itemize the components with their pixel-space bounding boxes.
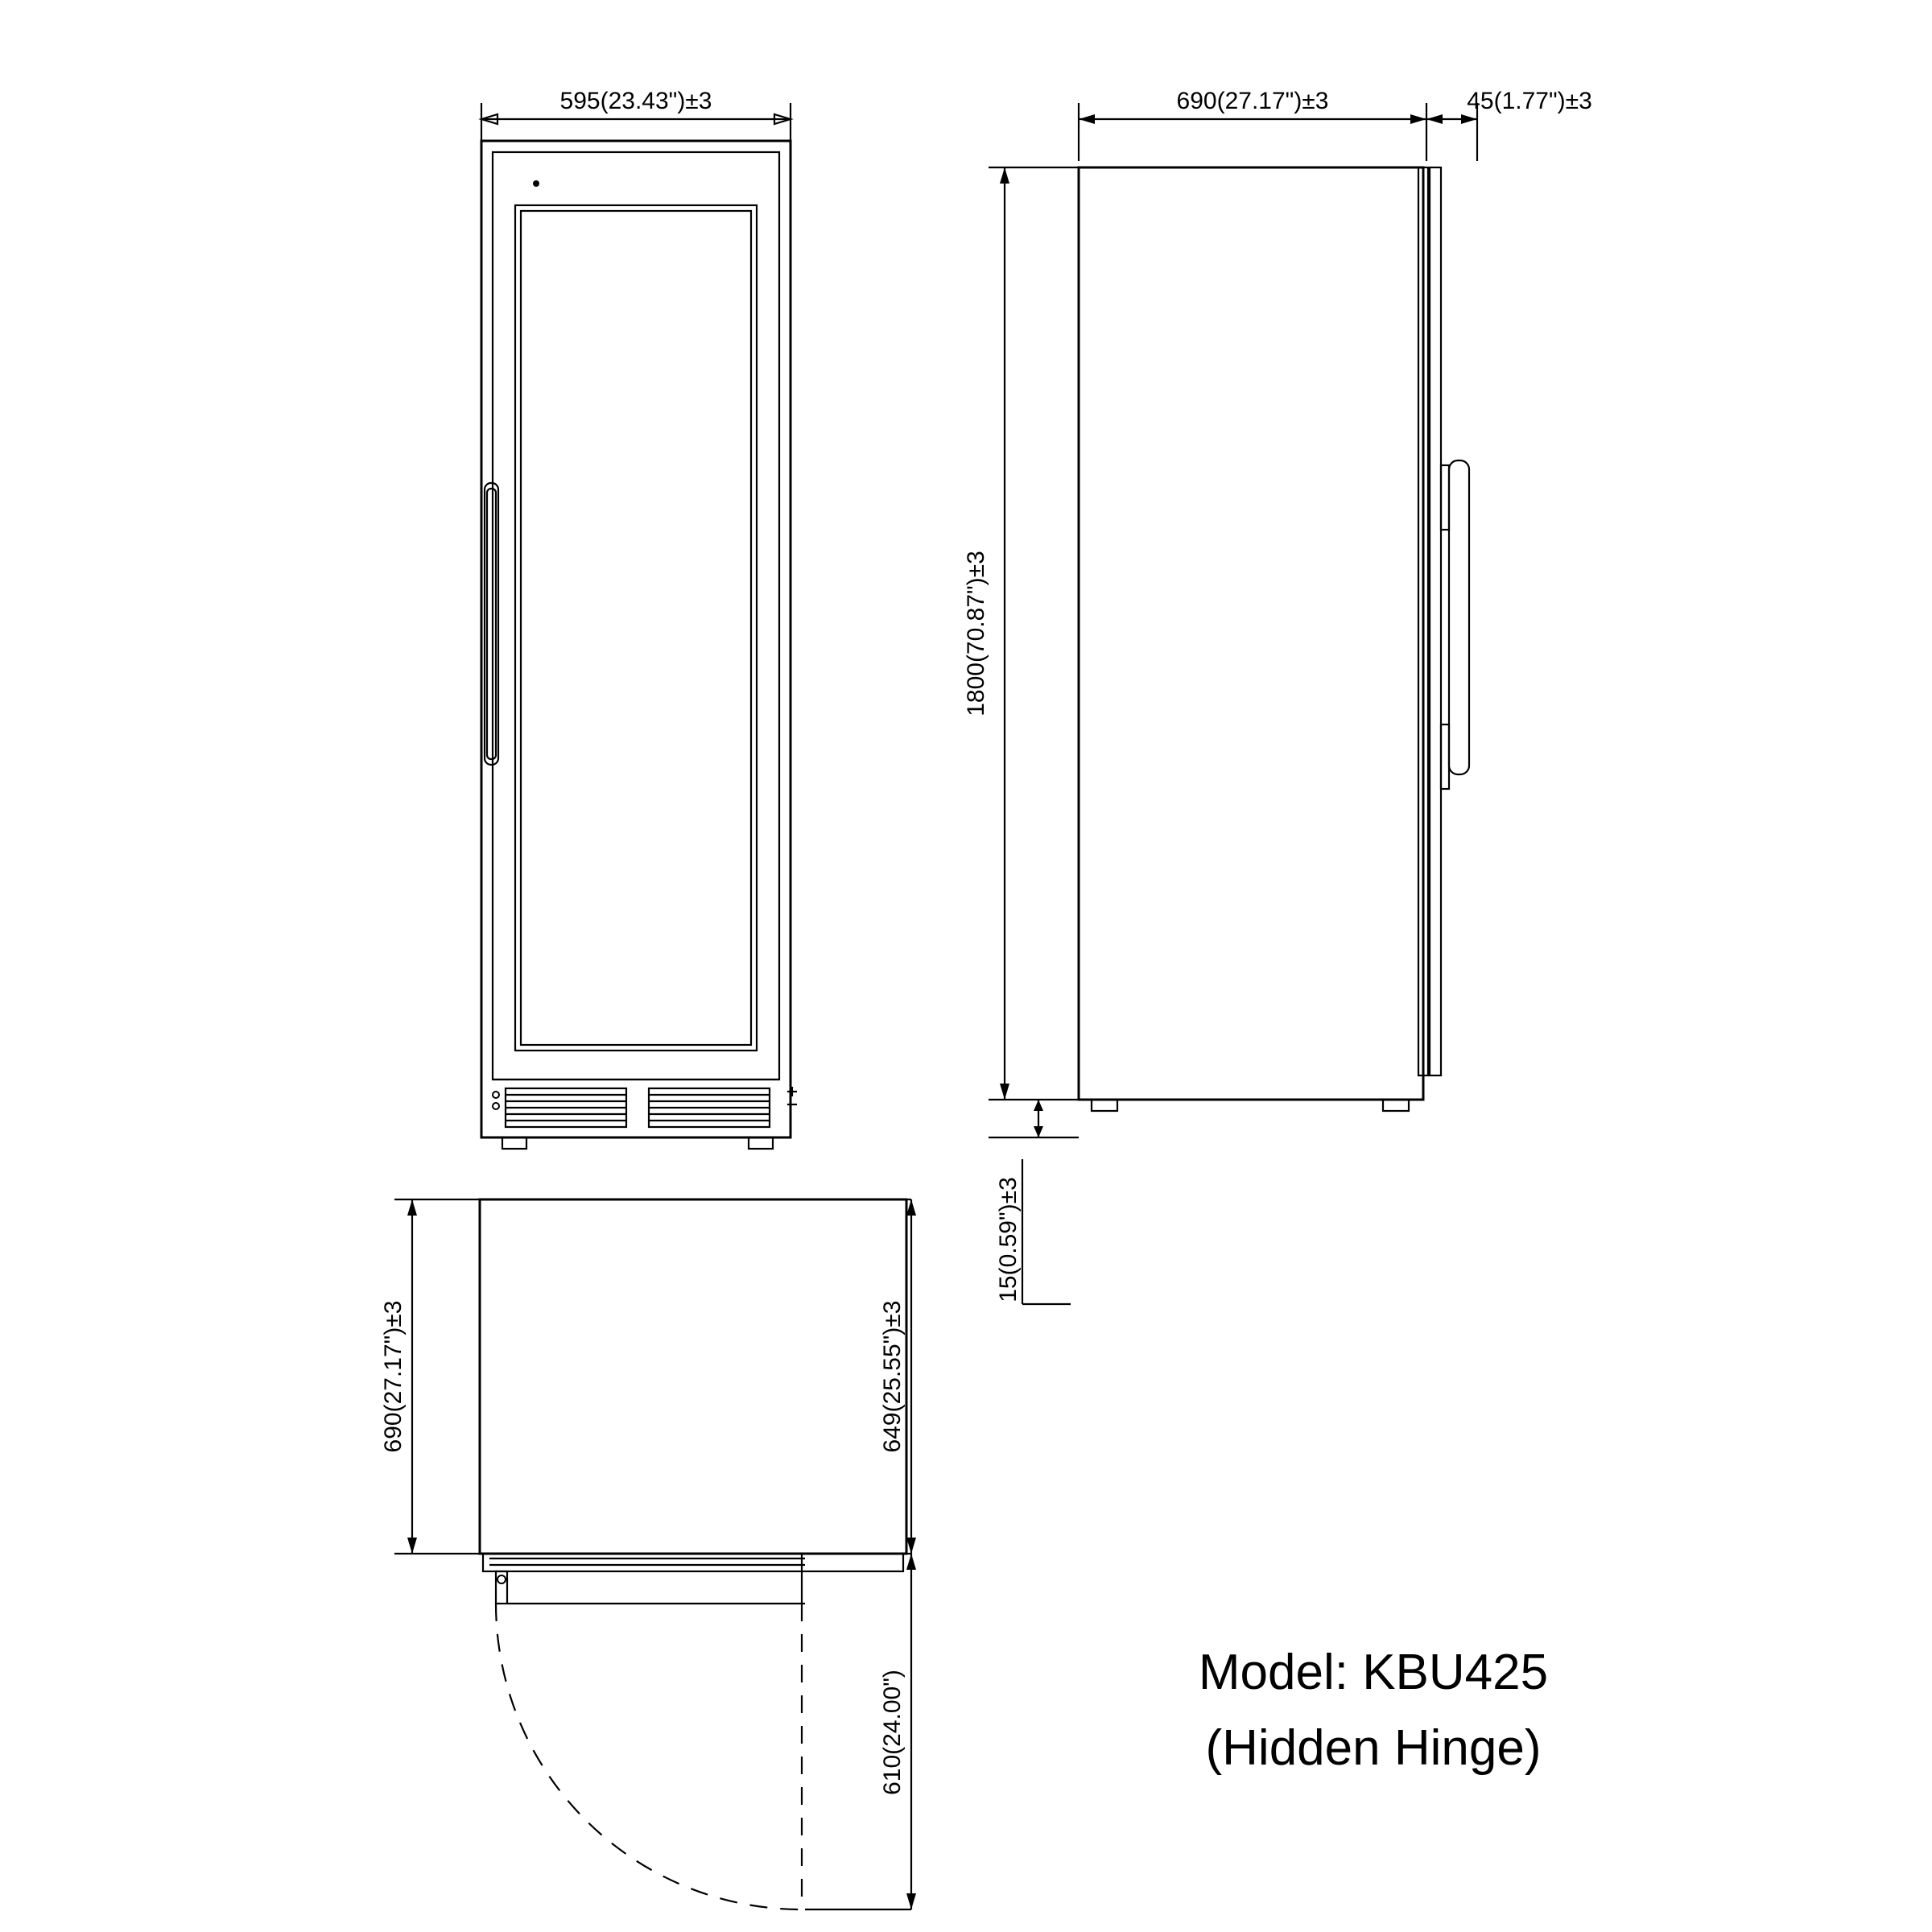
dim-side-depth: 690(27.17")±3 xyxy=(1176,88,1329,114)
dim-leg-height: 15(0.59")±3 xyxy=(995,1177,1022,1302)
hinge-type-label: (Hidden Hinge) xyxy=(1205,1720,1542,1776)
dim-door-thickness: 45(1.77")±3 xyxy=(1467,88,1592,114)
side-elevation-view xyxy=(989,103,1477,1304)
dim-overall-height: 1800(70.87")±3 xyxy=(963,551,989,716)
front-elevation-view xyxy=(481,103,797,1149)
model-label: Model: KBU425 xyxy=(1198,1645,1549,1700)
dim-cabinet-depth: 649(25.55")±3 xyxy=(879,1300,906,1453)
plan-view xyxy=(394,1199,916,1909)
dim-front-width: 595(23.43")±3 xyxy=(559,88,712,114)
dim-door-swing-radius: 610(24.00") xyxy=(879,1670,906,1795)
dim-plan-depth: 690(27.17")±3 xyxy=(380,1300,407,1453)
